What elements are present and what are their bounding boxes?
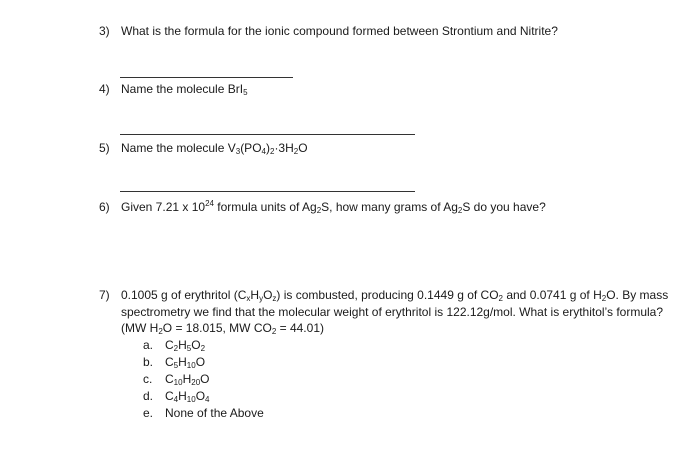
- question-5-text: Name the molecule $V_3(PO_4)_2\cdot 3H_2O$: [121, 141, 308, 156]
- question-6-number: 6): [99, 200, 110, 214]
- question-7-text: 0.1005 g of erythritol $(C_xH_yO_z)$ is combusted, producing 0.1449 g of $CO_2$ and 0.0741 g of $H_2O$. By mass spectrometry we find that the molecular weight of erythritol is 122.12g/mol. What is erythitol’s formula? (MW $H_2O = 18.015$, MW $CO_2 = 44.01$): [121, 288, 669, 336]
- option-a: a. $C_2H_5O_2$: [143, 338, 206, 353]
- question-3-number: 3): [99, 24, 110, 38]
- question-5-number: 5): [99, 141, 110, 155]
- question-7-number: 7): [99, 288, 110, 302]
- option-b: b. $C_5H_{10}O$: [143, 355, 206, 370]
- answer-line-5: [120, 191, 415, 192]
- answer-line-3: [120, 77, 293, 78]
- question-4-number: 4): [99, 82, 110, 96]
- question-6-text: Given 7.21 x $10^{24}$ formula units of $Ag_2S$, how many grams of $Ag_2S$ do you have?: [121, 199, 546, 215]
- option-d: d. $C_4H_{10}O_4$: [143, 389, 210, 404]
- question-3-text: What is the formula for the ionic compound formed between Strontium and Nitrite?: [121, 24, 558, 38]
- option-c: c. $C_{10}H_{20}O$: [143, 372, 210, 387]
- option-e: e. None of the Above: [143, 406, 264, 420]
- question-4-text: Name the molecule BrI$_5$: [121, 82, 248, 97]
- answer-line-4: [120, 134, 415, 135]
